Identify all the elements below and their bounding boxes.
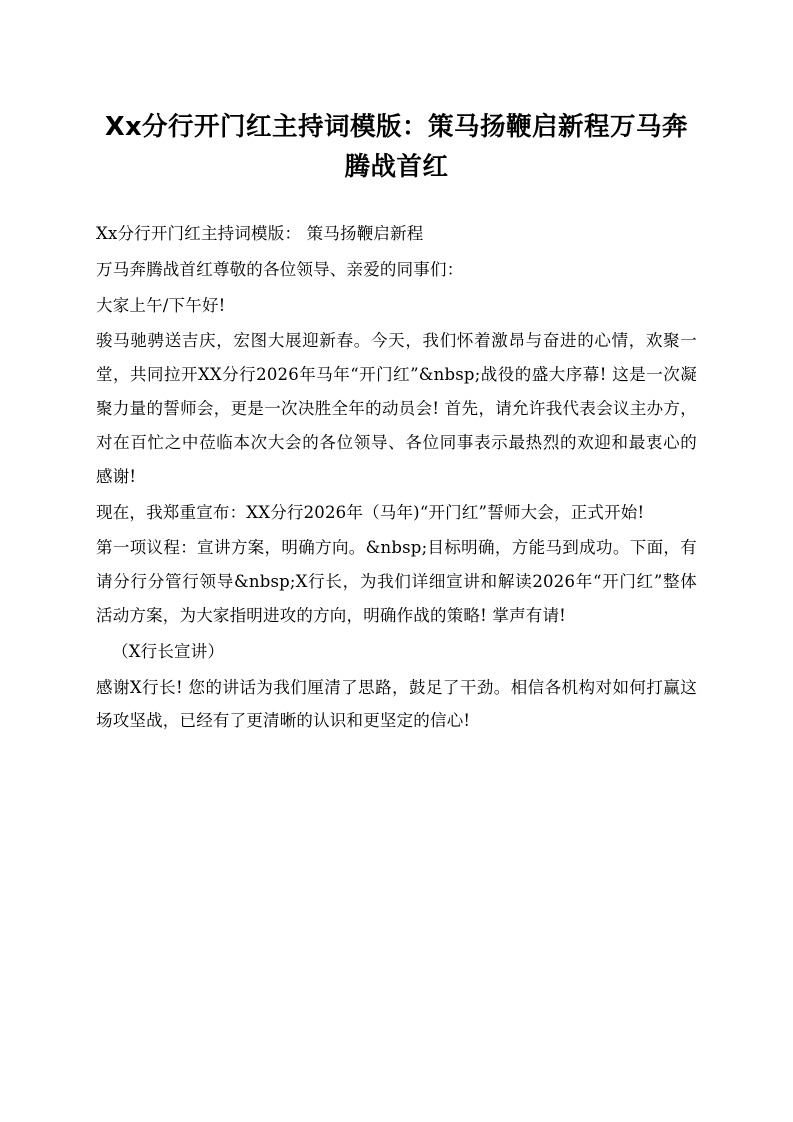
paragraph-4: 骏马驰骋送吉庆，宏图大展迎新春。今天，我们怀着激昂与奋进的心情，欢聚一堂，共同拉开XX分行2026年马年“开门红”&nbsp;战役的盛大序幕! 这是一次凝聚力量的誓师会，更是一次决胜全年的动员会! 首先，请允许我代表会议主办方，对在百忙之中莅临本次大会的各位领导、各位同事表示最热烈的欢迎和最衷心的感谢! <box>96 331 697 486</box>
paragraph-5: 现在，我郑重宣布：XX分行2026年（马年)“开门红”誓师大会，正式开始! <box>96 502 645 522</box>
document-body <box>96 217 697 738</box>
paragraph-3: 大家上午/下午好! <box>96 295 226 315</box>
page-title: Xx分行开门红主持词模版：策马扬鞭启新程万马奔腾战首红 <box>104 112 689 182</box>
paragraph-8: 感谢X行长! 您的讲话为我们厘清了思路，鼓足了干劲。相信各机构对如何打赢这场攻坚战，已经有了更清晰的认识和更坚定的信心! <box>96 677 697 731</box>
paragraph-2: 万马奔腾战首红尊敬的各位领导、亲爱的同事们： <box>96 259 464 279</box>
paragraph-6: 第一项议程：宣讲方案，明确方向。&nbsp;目标明确，方能马到成功。下面，有请分行分管行领导&nbsp;X行长，为我们详细宣讲和解读2026年“开门红”整体活动方案，为大家指明进攻的方向，明确作战的策略! 掌声有请! <box>96 538 697 625</box>
paragraph-7: （X行长宣讲） <box>112 641 225 661</box>
paragraph-1: Xx分行开门红主持词模版： 策马扬鞭启新程 <box>96 224 424 244</box>
